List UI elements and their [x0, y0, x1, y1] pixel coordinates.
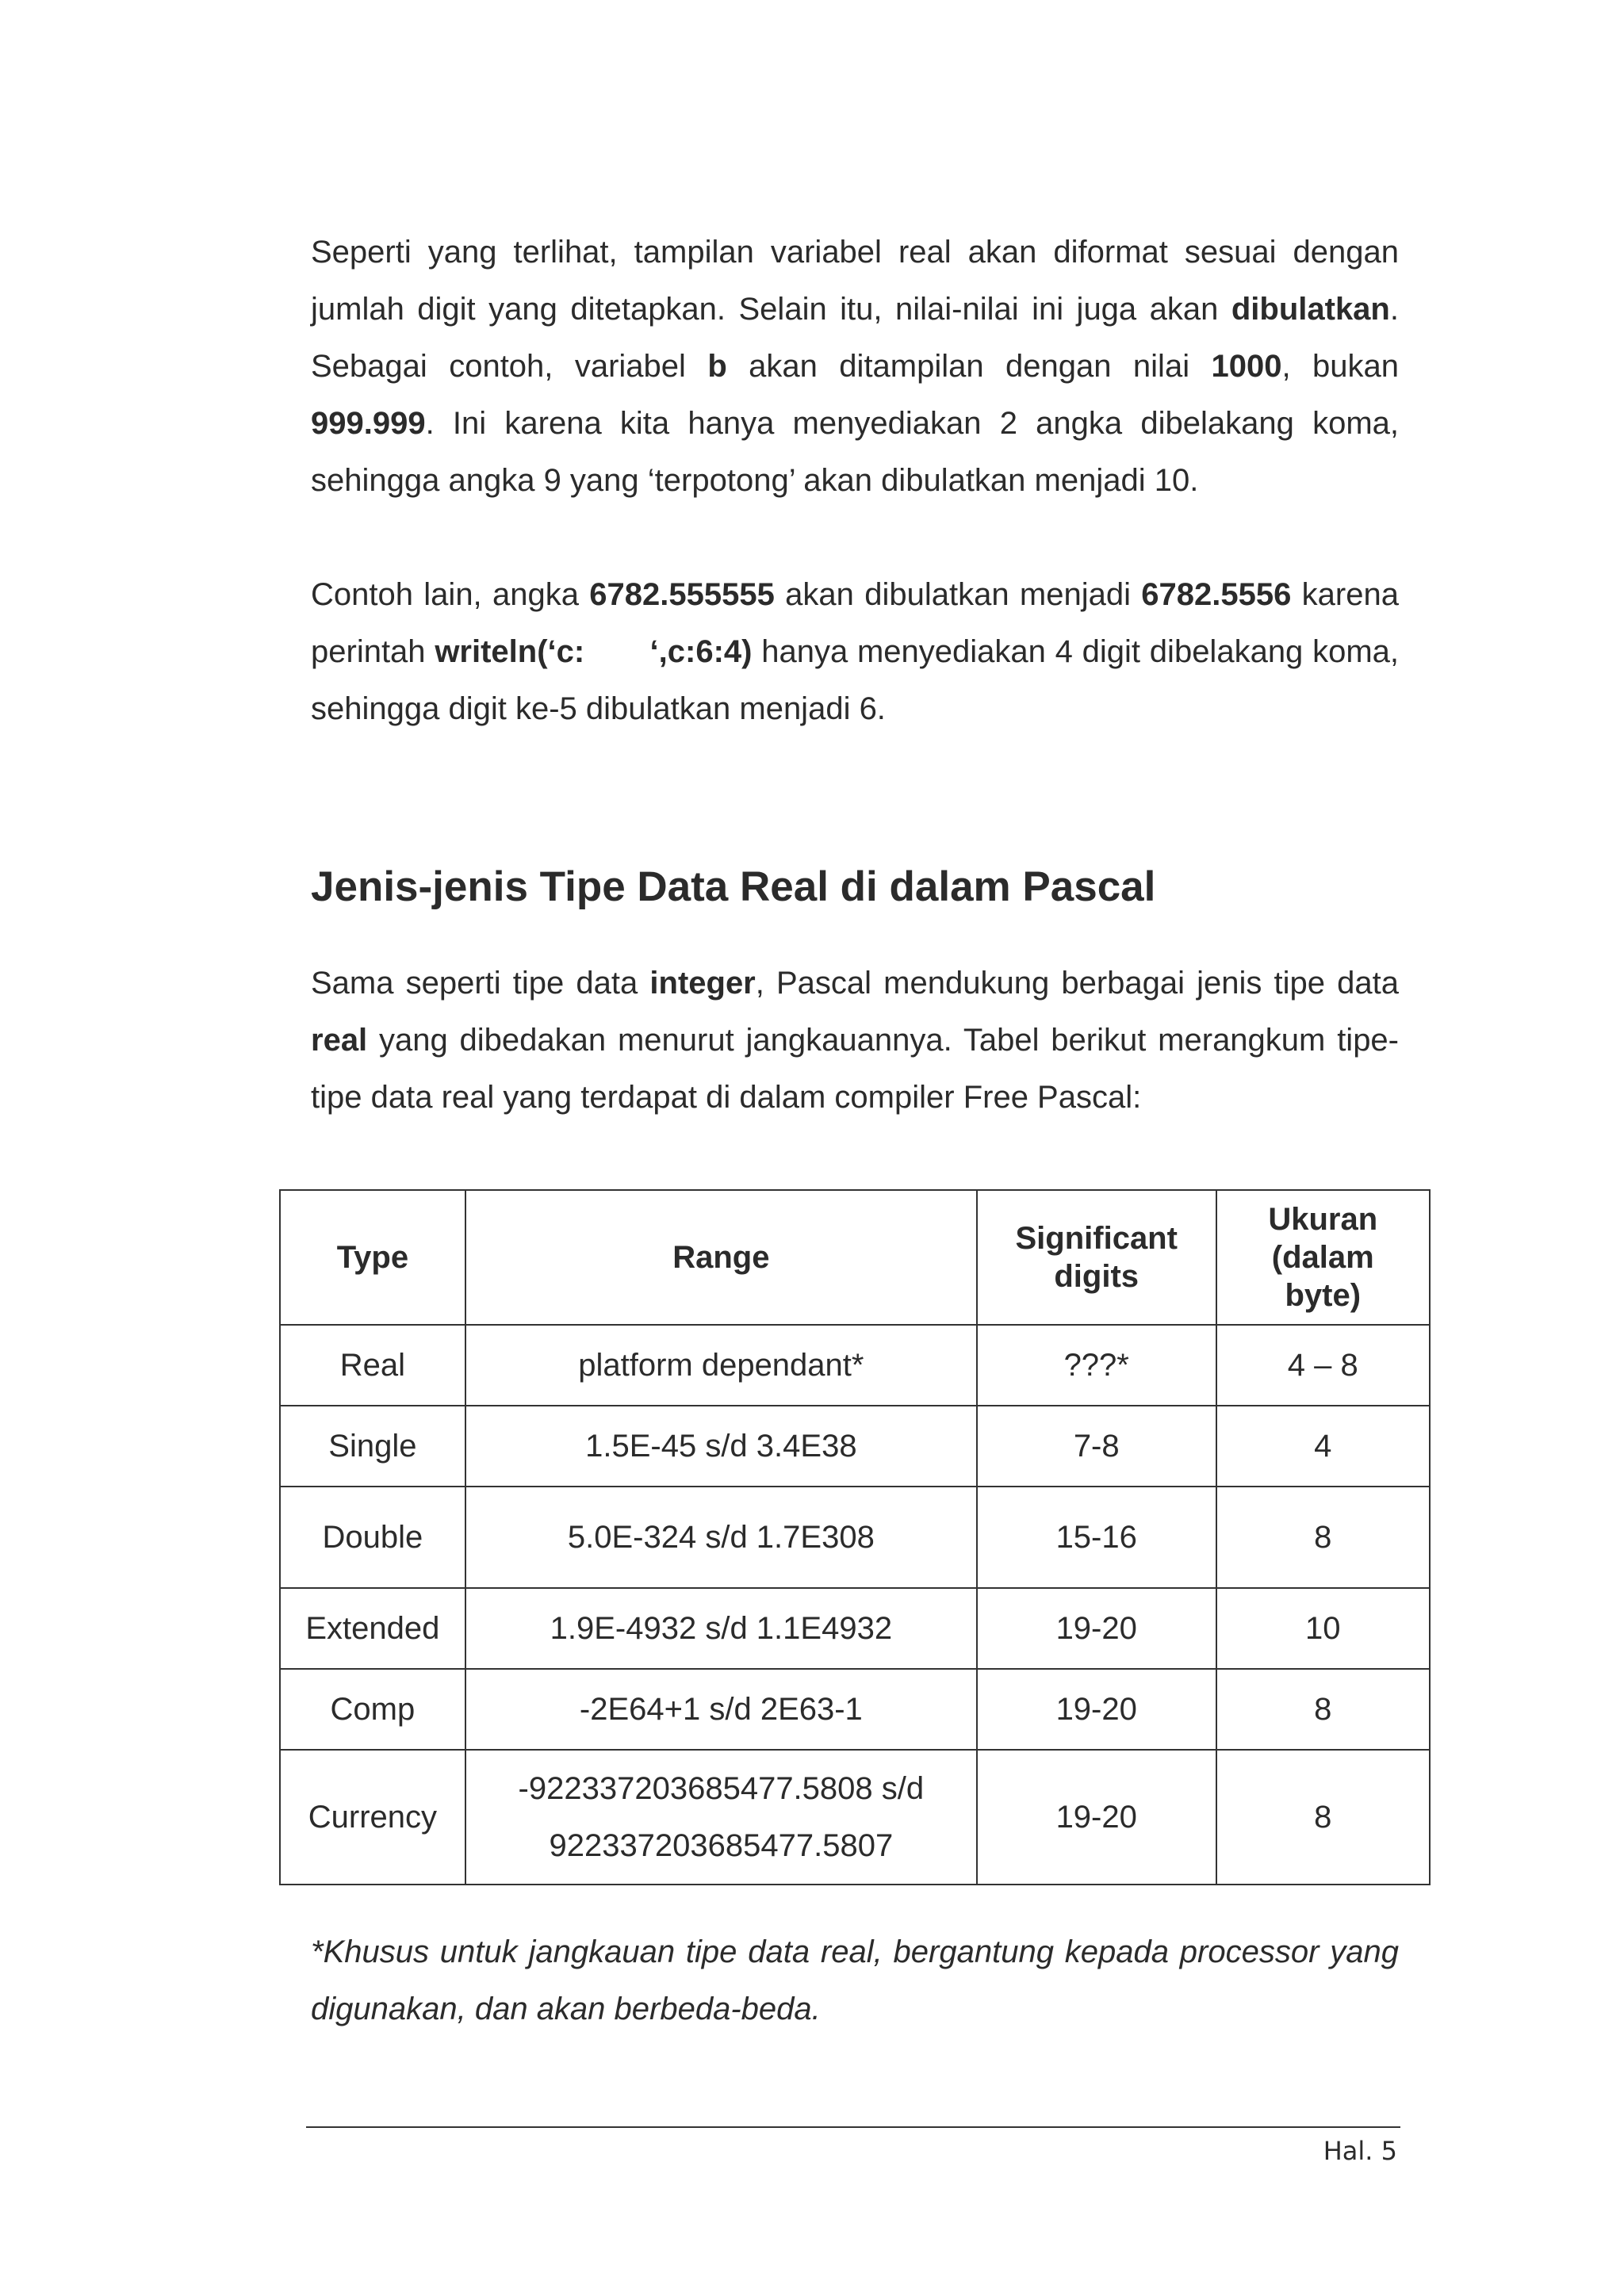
- cell-digits: 7-8: [977, 1406, 1216, 1487]
- bold-term: 1000: [1211, 349, 1282, 384]
- header-significant-digits: [977, 1190, 1216, 1325]
- bold-term: dibulatkan: [1231, 292, 1390, 327]
- cell-type: Single: [280, 1406, 465, 1487]
- text-span: yang dibedakan menurut jangkauannya. Tabel berikut merangkum tipe-tipe data real yang terdapat di dalam compiler Free Pascal:: [311, 1023, 1399, 1115]
- text-span: Sama seperti tipe data: [311, 966, 650, 1001]
- header-line: (dalam: [1271, 1240, 1374, 1275]
- cell-range: platform dependant*: [465, 1325, 977, 1406]
- cell-size: 4: [1216, 1406, 1430, 1487]
- paragraph-intro: [311, 955, 1399, 1126]
- text-span: Contoh lain, angka: [311, 577, 590, 612]
- cell-size: 4 – 8: [1216, 1325, 1430, 1406]
- real-types-table: [279, 1189, 1431, 1885]
- section-heading: Jenis-jenis Tipe Data Real di dalam Pascal: [311, 863, 1156, 910]
- table-row: [280, 1588, 1430, 1669]
- range-line: -922337203685477.5808 s/d: [518, 1771, 925, 1806]
- bold-term: integer: [649, 966, 756, 1001]
- cell-digits: 19-20: [977, 1588, 1216, 1669]
- cell-type: Extended: [280, 1588, 465, 1669]
- table-row: [280, 1750, 1430, 1885]
- header-size: [1216, 1190, 1430, 1325]
- text-span: akan dibulatkan menjadi: [774, 577, 1142, 612]
- cell-size: 8: [1216, 1669, 1430, 1750]
- cell-size: 8: [1216, 1750, 1430, 1885]
- header-line: Significant: [1015, 1221, 1178, 1256]
- cell-range: -2E64+1 s/d 2E63-1: [465, 1669, 977, 1750]
- bold-code: writeln(‘c: ‘,c:6:4): [435, 634, 753, 669]
- cell-type: Real: [280, 1325, 465, 1406]
- cell-type: Comp: [280, 1669, 465, 1750]
- cell-digits: 19-20: [977, 1750, 1216, 1885]
- bold-term: real: [311, 1023, 368, 1058]
- paragraph-example: [311, 566, 1399, 737]
- text-span: akan ditampilan dengan nilai: [726, 349, 1212, 384]
- page-number: Hal. 5: [1323, 2136, 1397, 2166]
- bold-term: b: [707, 349, 727, 384]
- table-row: [280, 1487, 1430, 1588]
- cell-type: Double: [280, 1487, 465, 1588]
- cell-range: 5.0E-324 s/d 1.7E308: [465, 1487, 977, 1588]
- cell-size: 8: [1216, 1487, 1430, 1588]
- text-span: hanya menyediakan 4 digit dibelakang koma, sehingga digit ke-5 dibulatkan menjadi 6.: [311, 634, 1399, 726]
- cell-digits: 19-20: [977, 1669, 1216, 1750]
- bold-term: 6782.5556: [1141, 577, 1292, 612]
- bold-term: 999.999: [311, 406, 426, 441]
- cell-range: [465, 1750, 977, 1885]
- text-span: , Pascal mendukung berbagai jenis tipe data: [755, 966, 1399, 1001]
- cell-digits: ???*: [977, 1325, 1216, 1406]
- text-span: karena perintah: [311, 577, 1399, 669]
- table-footnote: *Khusus untuk jangkauan tipe data real, bergantung kepada processor yang digunakan, dan akan berbeda-beda.: [311, 1934, 1399, 2026]
- cell-digits: 15-16: [977, 1487, 1216, 1588]
- cell-range: 1.5E-45 s/d 3.4E38: [465, 1406, 977, 1487]
- text-span: , bukan: [1281, 349, 1399, 384]
- text-span: . Ini karena kita hanya menyediakan 2 angka dibelakang koma, sehingga angka 9 yang ‘terpotong’ akan dibulatkan menjadi 10.: [311, 406, 1399, 498]
- cell-type: Currency: [280, 1750, 465, 1885]
- header-line: digits: [1054, 1259, 1139, 1294]
- header-line: byte): [1285, 1278, 1362, 1313]
- table-row: [280, 1325, 1430, 1406]
- table-row: [280, 1406, 1430, 1487]
- header-type: Type: [280, 1190, 465, 1325]
- table-header-row: [280, 1190, 1430, 1325]
- footer-divider: [306, 2126, 1400, 2128]
- bold-term: 6782.555555: [589, 577, 775, 612]
- table-row: [280, 1669, 1430, 1750]
- range-line: 922337203685477.5807: [549, 1828, 894, 1863]
- text-span: . Sebagai contoh, variabel: [311, 292, 1399, 384]
- cell-size: 10: [1216, 1588, 1430, 1669]
- text-span: Seperti yang terlihat, tampilan variabel real akan diformat sesuai dengan jumlah digit yang ditetapkan. Selain itu, nilai-nilai ini juga akan: [311, 235, 1399, 327]
- cell-range: 1.9E-4932 s/d 1.1E4932: [465, 1588, 977, 1669]
- header-range: Range: [465, 1190, 977, 1325]
- paragraph-rounding: [311, 224, 1399, 509]
- header-line: Ukuran: [1268, 1202, 1378, 1237]
